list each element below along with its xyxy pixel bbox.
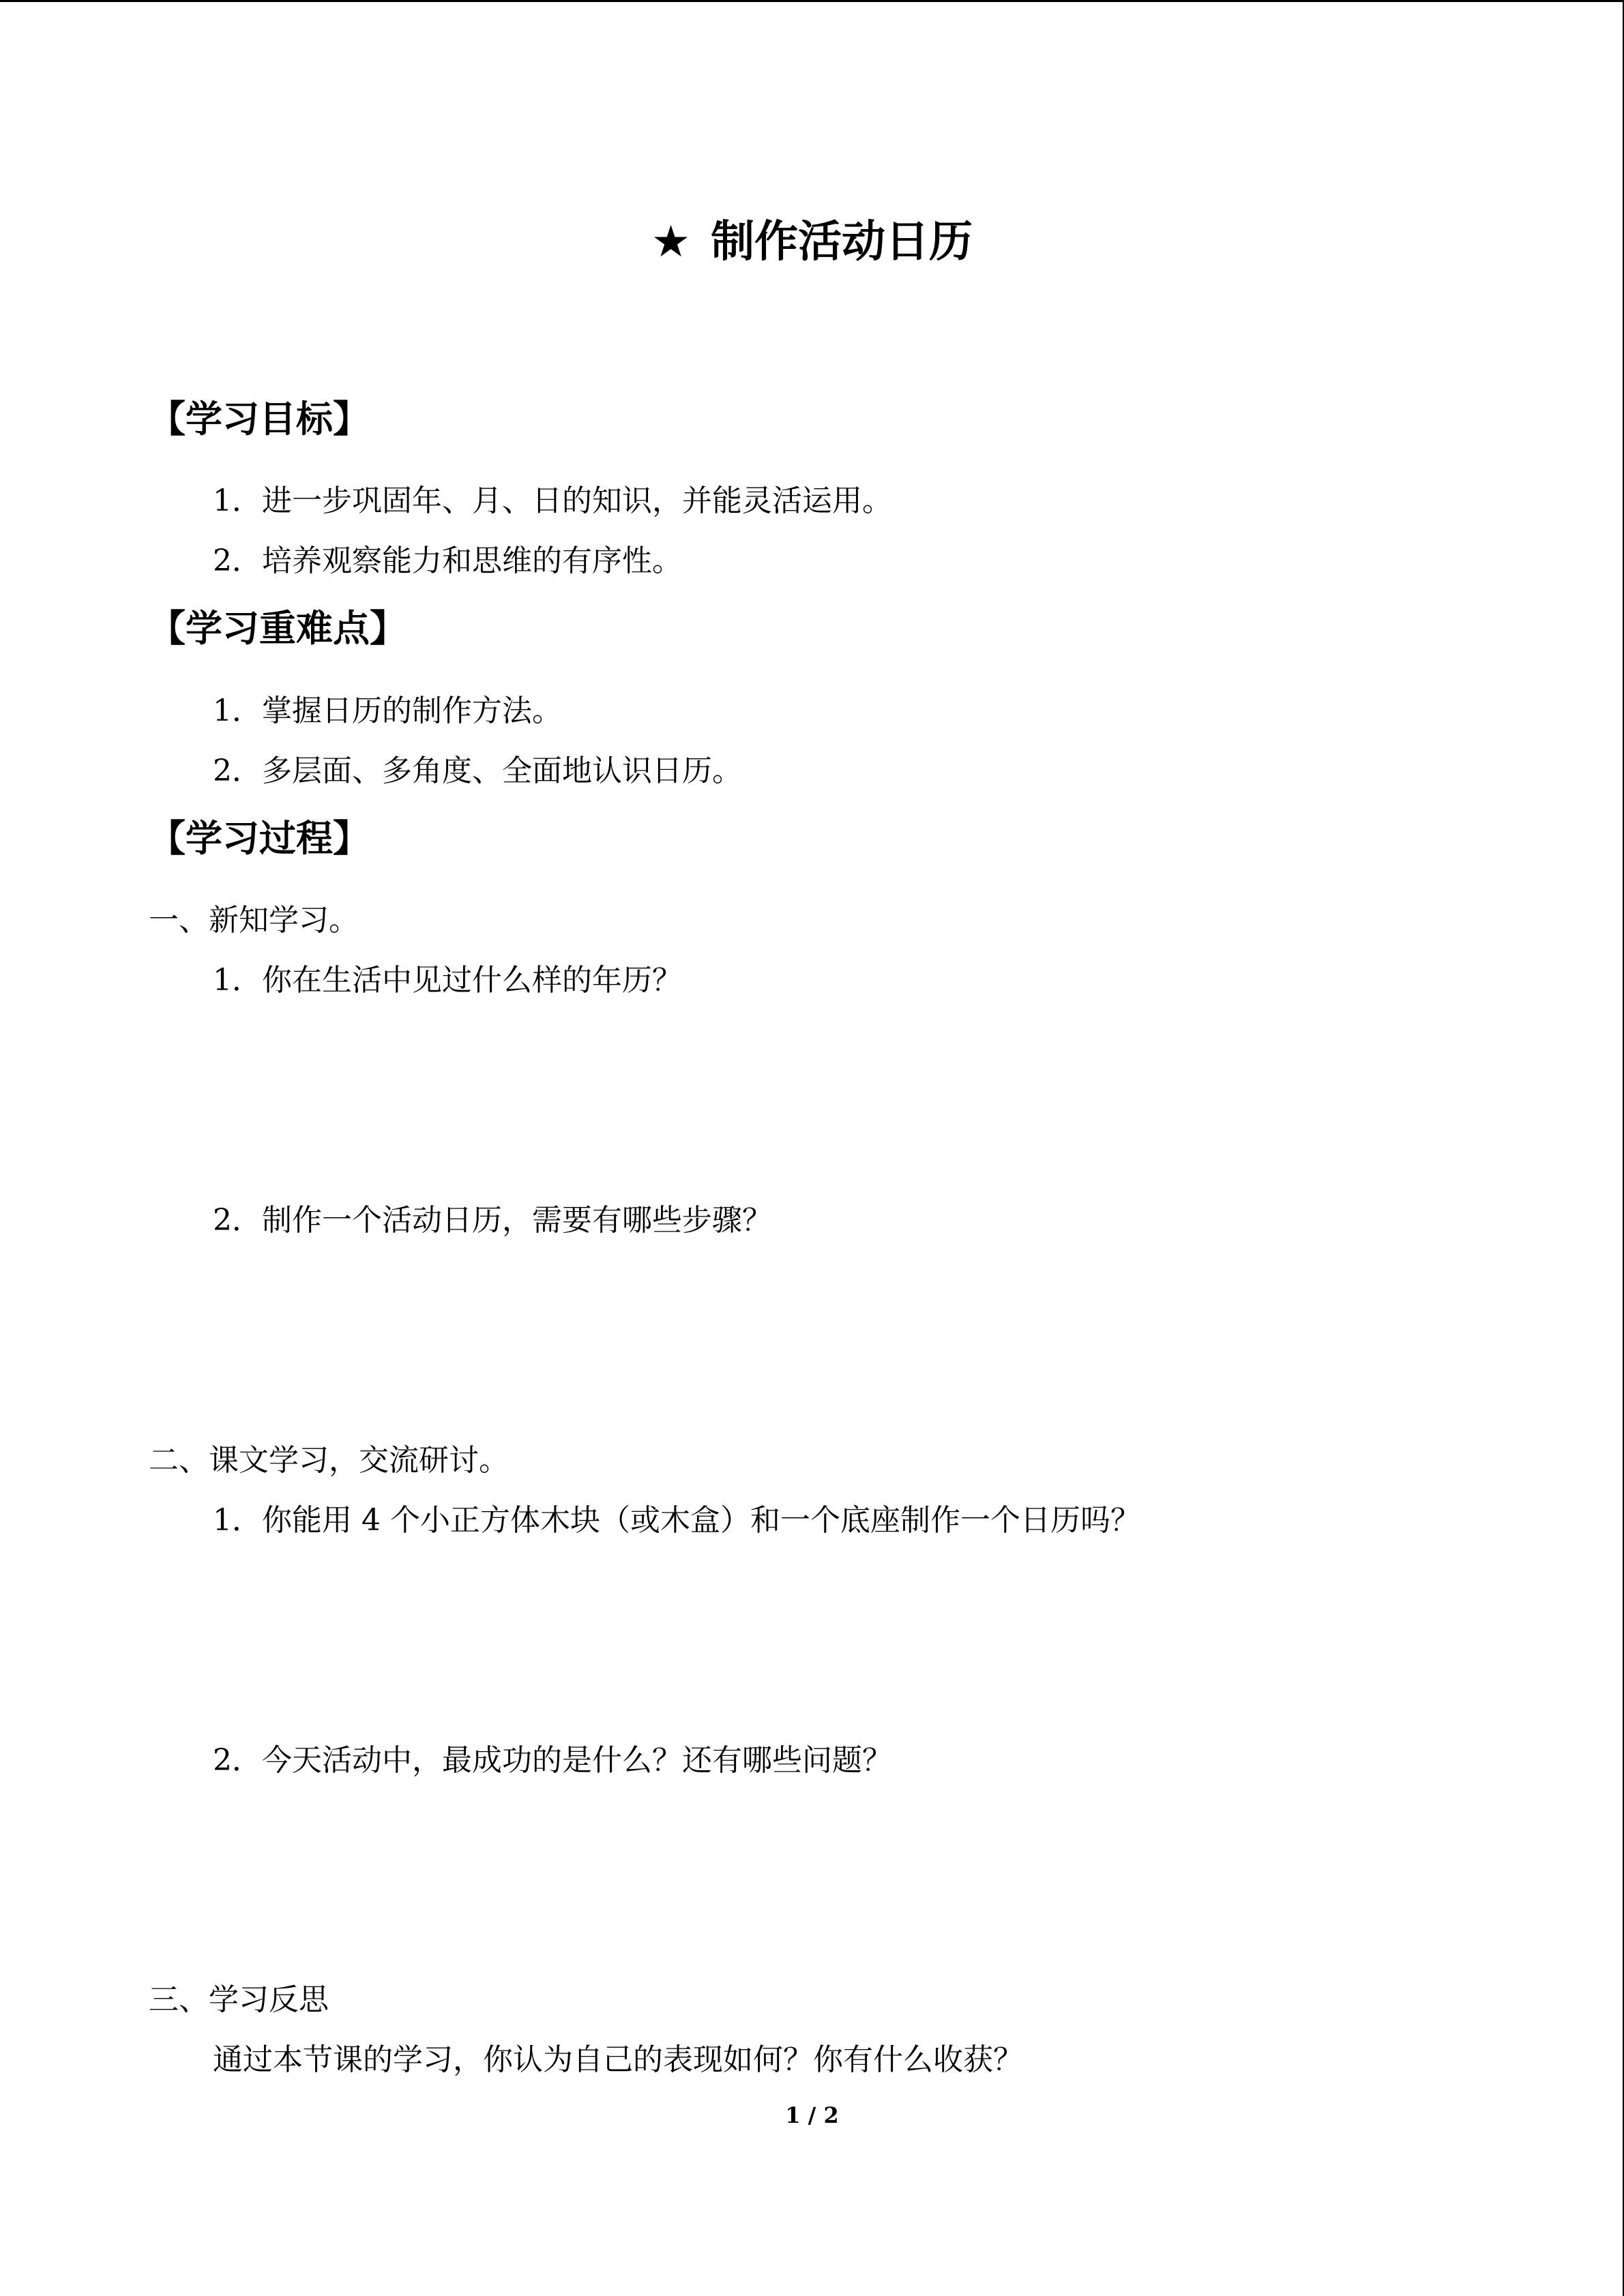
star-icon: ★ [651, 217, 691, 267]
part2-question-1: 1．你能用 4 个小正方体木块（或木盒）和一个底座制作一个日历吗？ [213, 1503, 1140, 1538]
key-point-item-1: 1．掌握日历的制作方法。 [213, 694, 562, 728]
part3-title: 三、学习反思 [149, 1982, 329, 2017]
key-points-heading: 【学习重难点】 [149, 607, 407, 650]
page-title-text: 制作活动日历 [711, 217, 973, 267]
part2-question-2: 2．今天活动中，最成功的是什么？还有哪些问题？ [213, 1743, 892, 1778]
key-point-item-2: 2．多层面、多角度、全面地认识日历。 [213, 754, 742, 788]
page-number: 1 / 2 [785, 2102, 839, 2128]
objective-item-2: 2．培养观察能力和思维的有序性。 [213, 543, 682, 578]
process-heading: 【学习过程】 [149, 817, 370, 860]
objectives-heading: 【学习目标】 [149, 398, 370, 441]
part1-question-1: 1．你在生活中见过什么样的年历？ [213, 963, 682, 998]
part1-title: 一、新知学习。 [149, 903, 359, 938]
part2-title: 二、课文学习，交流研讨。 [149, 1443, 509, 1478]
top-border [0, 0, 1624, 2]
part3-question-1: 通过本节课的学习，你认为自己的表现如何？你有什么收获？ [213, 2042, 1023, 2077]
objective-item-1: 1．进一步巩固年、月、日的知识，并能灵活运用。 [213, 483, 892, 518]
part1-question-2: 2．制作一个活动日历，需要有哪些步骤？ [213, 1203, 772, 1238]
page-title [0, 211, 1624, 273]
